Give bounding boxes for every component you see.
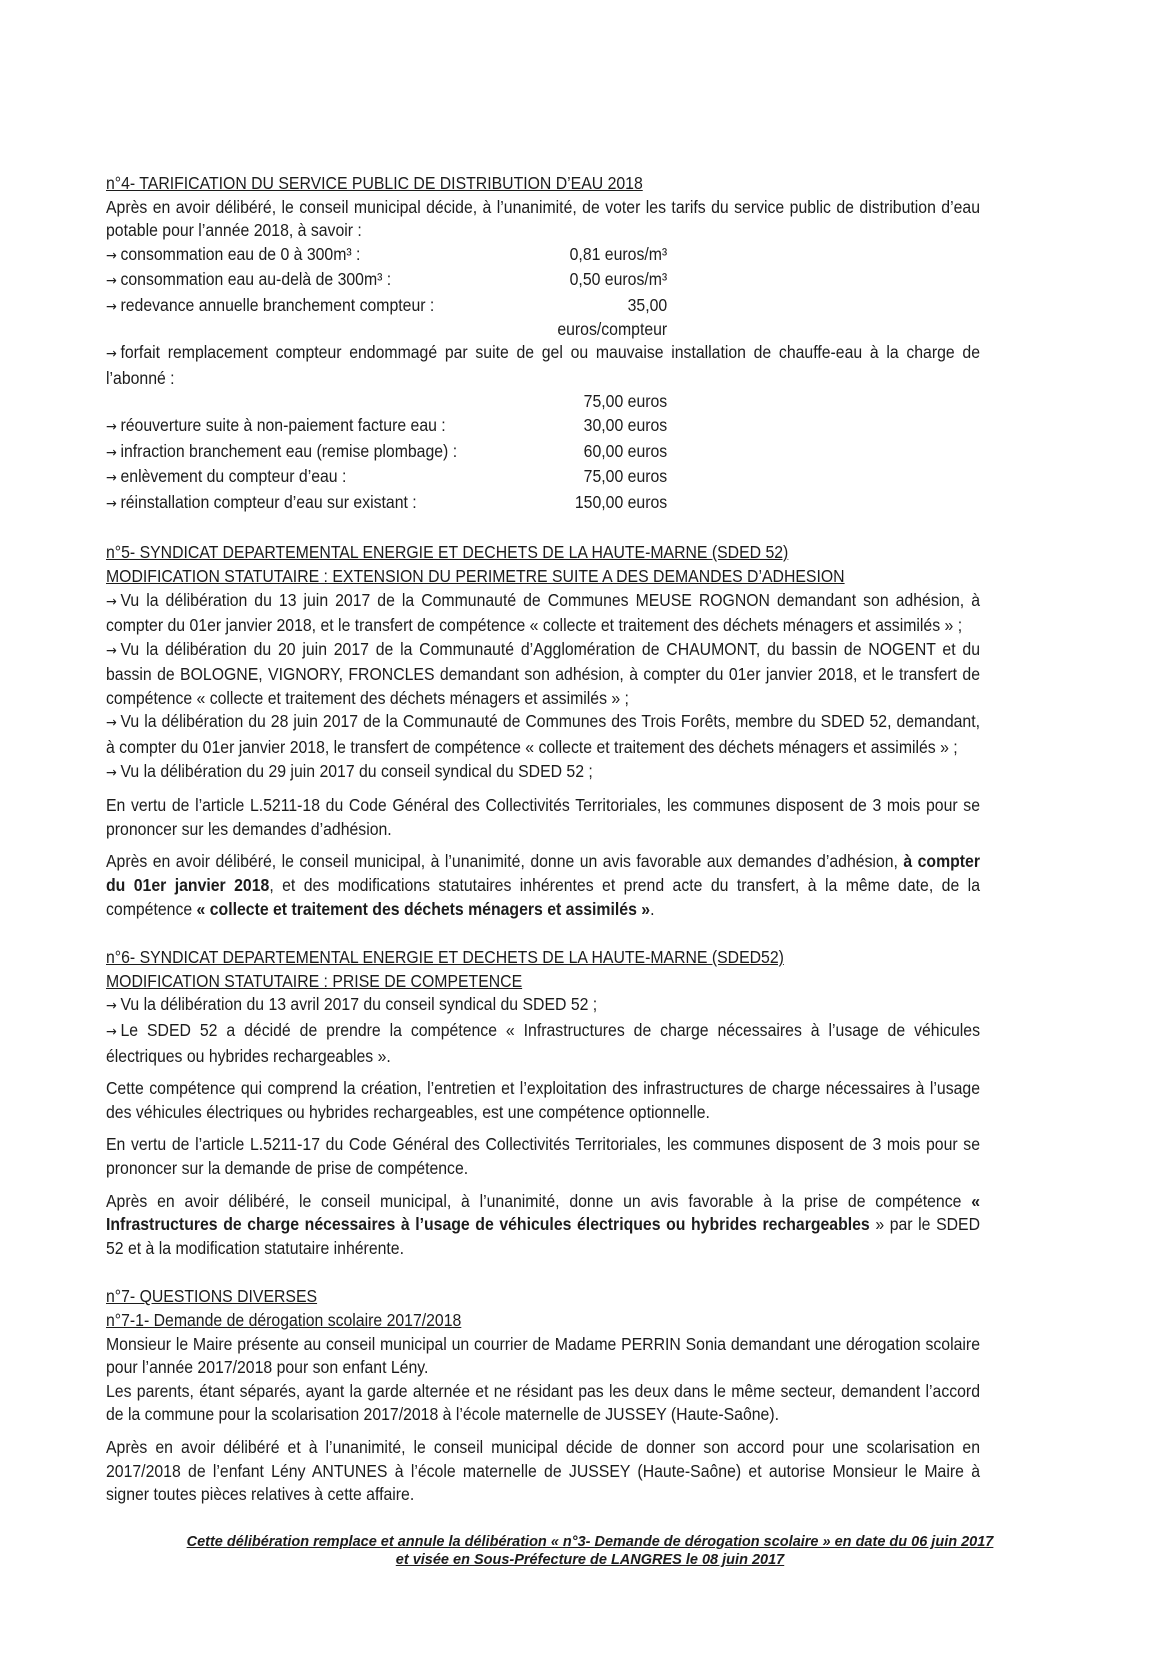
footer-line: et visée en Sous-Préfecture de LANGRES le 08 juin 2017 xyxy=(395,1552,785,1568)
section-6 xyxy=(106,946,980,1260)
tariff-row xyxy=(106,243,980,269)
tariff-label: consommation eau de 0 à 300m³ : xyxy=(120,243,361,264)
tariff-row xyxy=(106,465,980,491)
section-7-paragraph: Monsieur le Maire présente au conseil municipal un courrier de Madame PERRIN Sonia demandant une dérogation scolaire pour l’année 2017/2018 pour son enfant Lény. xyxy=(106,1333,980,1378)
tariff-value: 75,00 euros xyxy=(583,466,668,487)
tariff-row xyxy=(106,294,980,341)
section-7-heading: n°7- QUESTIONS DIVERSES xyxy=(106,1286,318,1307)
arrow-right-icon: → xyxy=(106,346,117,363)
section-7 xyxy=(106,1285,980,1506)
arrow-right-icon: → xyxy=(106,273,117,290)
list-item: → Vu la délibération du 20 juin 2017 de la Communauté d’Agglomération de CHAUMONT, du bassin de NOGENT et du bassin de BOLOGNE, VIGNORY, FRONCLES demandant son adhésion, à compter du 01er janvier 2018, et le transfert de compétence « collecte et traitement des déchets ménagers et assimilés » ; xyxy=(106,638,980,708)
arrow-right-icon: → xyxy=(106,470,117,487)
list-item: → Le SDED 52 a décidé de prendre la compétence « Infrastructures de charge nécessaires à l’usage de véhicules électriques ou hybrides rechargeables ». xyxy=(106,1020,980,1066)
tariff-value: 35,00 euros/compteur xyxy=(557,294,668,339)
arrow-right-icon: → xyxy=(106,998,117,1015)
tariff-value: 0,50 euros/m³ xyxy=(569,269,668,290)
section-4 xyxy=(106,172,980,516)
section-6-subheading: MODIFICATION STATUTAIRE : PRISE DE COMPETENCE xyxy=(106,970,523,991)
section-6-description: Cette compétence qui comprend la création, l’entretien et l’exploitation des infrastructures de charge nécessaires à l’usage des véhicules électriques ou hybrides rechargeables, est une compétence optionnelle. xyxy=(106,1078,980,1122)
arrow-right-icon: → xyxy=(106,247,117,264)
arrow-right-icon: → xyxy=(106,642,117,659)
tariff-value: 75,00 euros xyxy=(583,391,668,412)
section-5-heading: n°5- SYNDICAT DEPARTEMENTAL ENERGIE ET DECHETS DE LA HAUTE-MARNE (SDED 52) xyxy=(106,542,789,563)
section-5-decision: Après en avoir délibéré, le conseil municipal, à l’unanimité, donne un avis favorable aux demandes d’adhésion, à compter du 01er janvier 2018, et des modifications statutaires inhérentes et prend acte du transfert, à la même date, de la compétence « collecte et traitement des déchets ménagers et assimilés ». xyxy=(106,851,981,919)
tariff-label: réouverture suite à non-paiement facture eau : xyxy=(120,414,446,435)
arrow-right-icon: → xyxy=(106,593,117,610)
tariff-label: enlèvement du compteur d’eau : xyxy=(120,466,347,487)
tariff-value: 60,00 euros xyxy=(583,440,668,461)
tariff-row xyxy=(106,491,980,517)
arrow-right-icon: → xyxy=(106,715,117,732)
section-6-decision: Après en avoir délibéré, le conseil municipal, à l’unanimité, donne un avis favorable à la prise de compétence « Infrastructures de charge nécessaires à l’usage de véhicules électriques ou hybrides rechargeables » par le SDED 52 et à la modification statutaire inhérente. xyxy=(106,1190,980,1258)
list-item: → Vu la délibération du 13 juin 2017 de la Communauté de Communes MEUSE ROGNON demandant son adhésion, à compter du 01er janvier 2018, et le transfert de compétence « collecte et traitement des déchets ménagers et assimilés » ; xyxy=(106,589,980,636)
tariff-value: 30,00 euros xyxy=(583,414,668,435)
tariff-row xyxy=(106,390,980,414)
tariff-row xyxy=(106,414,980,440)
section-7-decision: Après en avoir délibéré et à l’unanimité, le conseil municipal décide de donner son accord pour une scolarisation en 2017/2018 de l’enfant Lény ANTUNES à l’école maternelle de JUSSEY (Haute-Saône) et autorise Monsieur le Maire à signer toutes pièces relatives à cette affaire. xyxy=(106,1436,980,1505)
section-4-intro: Après en avoir délibéré, le conseil municipal décide, à l’unanimité, de voter les tarifs du service public de distribution d’eau potable pour l’année 2018, à savoir : xyxy=(106,196,980,241)
list-item: → Vu la délibération du 13 avril 2017 du conseil syndical du SDED 52 ; xyxy=(106,994,598,1015)
tariff-row xyxy=(106,440,980,466)
section-6-legal-paragraph: En vertu de l’article L.5211-17 du Code Général des Collectivités Territoriales, les communes disposent de 3 mois pour se prononcer sur la demande de prise de compétence. xyxy=(106,1134,980,1178)
section-7-subheading: n°7-1- Demande de dérogation scolaire 2017/2018 xyxy=(106,1309,462,1330)
tariff-row xyxy=(106,268,980,294)
section-6-heading: n°6- SYNDICAT DEPARTEMENTAL ENERGIE ET DECHETS DE LA HAUTE-MARNE (SDED52) xyxy=(106,947,784,968)
footer-note xyxy=(140,1533,1040,1569)
arrow-right-icon: → xyxy=(106,495,117,512)
list-item: → Vu la délibération du 29 juin 2017 du conseil syndical du SDED 52 ; xyxy=(106,760,593,781)
arrow-right-icon: → xyxy=(106,298,117,315)
tariff-forfait xyxy=(106,341,980,390)
footer-line: Cette délibération remplace et annule la délibération « n°3- Demande de dérogation scolaire » en date du 06 juin 2017 xyxy=(186,1534,994,1550)
tariff-value: 0,81 euros/m³ xyxy=(569,243,668,264)
list-item: → Vu la délibération du 28 juin 2017 de la Communauté de Communes des Trois Forêts, membre du SDED 52, demandant, à compter du 01er janvier 2018, le transfert de compétence « collecte et traitement des déchets ménagers et assimilés » ; xyxy=(106,711,980,758)
tariff-label: redevance annuelle branchement compteur : xyxy=(120,294,435,315)
section-5-legal-paragraph: En vertu de l’article L.5211-18 du Code Général des Collectivités Territoriales, les communes disposent de 3 mois pour se prononcer sur les demandes d’adhésion. xyxy=(106,795,980,839)
section-5 xyxy=(106,541,980,921)
tariff-list xyxy=(106,243,980,517)
tariff-label: réinstallation compteur d’eau sur existant : xyxy=(120,491,417,512)
arrow-right-icon: → xyxy=(106,418,117,435)
tariff-value: 150,00 euros xyxy=(574,491,668,512)
section-7-paragraph: Les parents, étant séparés, ayant la garde alternée et ne résidant pas les deux dans le même secteur, demandent l’accord de la commune pour la scolarisation 2017/2018 à l’école maternelle de JUSSEY (Haute-Saône). xyxy=(106,1380,980,1425)
tariff-label: infraction branchement eau (remise plombage) : xyxy=(120,440,458,461)
arrow-right-icon: → xyxy=(106,444,117,461)
tariff-label: consommation eau au-delà de 300m³ : xyxy=(120,269,392,290)
section-4-heading: n°4- TARIFICATION DU SERVICE PUBLIC DE DISTRIBUTION D’EAU 2018 xyxy=(106,173,643,193)
section-5-subheading: MODIFICATION STATUTAIRE : EXTENSION DU PERIMETRE SUITE A DES DEMANDES D’ADHESION xyxy=(106,565,845,586)
tariff-forfait-label: forfait remplacement compteur endommagé par suite de gel ou mauvaise installation de chauffe-eau à la charge de l’abonné : xyxy=(106,342,980,388)
arrow-right-icon: → xyxy=(106,1024,117,1040)
document-body xyxy=(106,172,980,1507)
arrow-right-icon: → xyxy=(106,764,117,781)
